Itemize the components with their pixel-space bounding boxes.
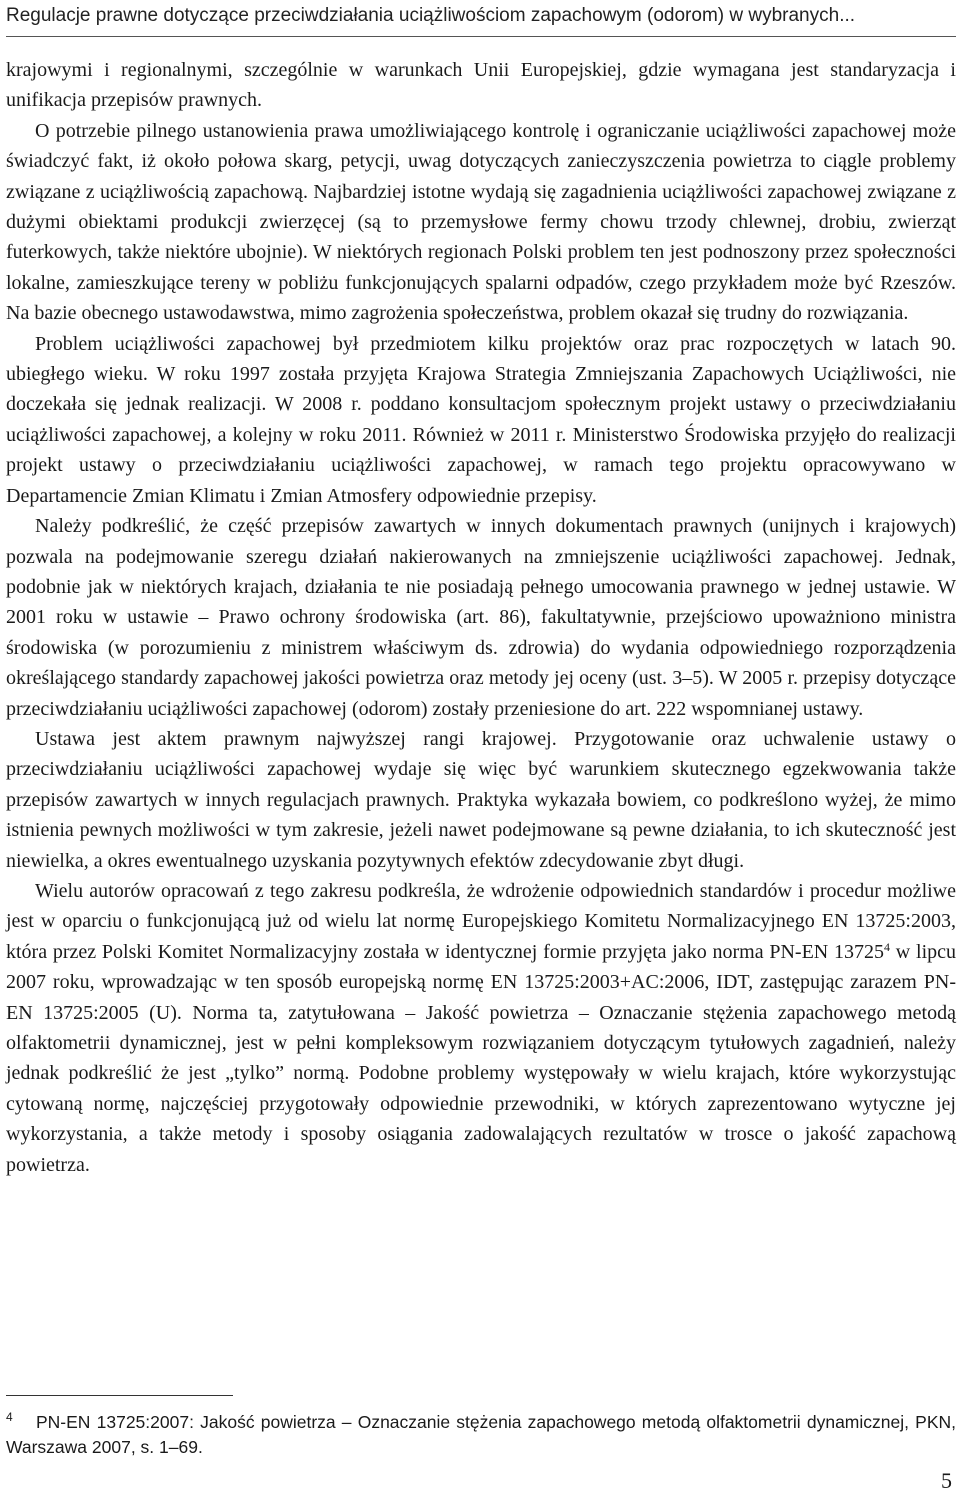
paragraph-continuation: krajowymi i regionalnymi, szczególnie w warunkach Unii Europejskiej, gdzie wymagana jest standaryzacja i unifikacja przepisów prawnych. [6,59,956,112]
document-page [6,0,956,1504]
paragraph: Problem uciążliwości zapachowej był przedmiotem kilku projektów oraz prac rozpoczętych w latach 90. ubiegłego wieku. W roku 1997 została przyjęta Krajowa Strategia Zmniejszania Zapachowych Uciążliwości, nie doczekała się jednak realizacji. W 2008 r. poddano konsultacjom społecznym projekt ustawy o przeciwdziałaniu uciążliwości zapachowej, a kolejny w roku 2011. Również w 2011 r. Ministerstwo Środowiska przyjęło do realizacji projekt ustawy o przeciwdziałaniu uciążliwości zapachowej, w ramach tego projektu opracowywano w Departamencie Zmian Klimatu i Zmian Atmosfery odpowiednie przepisy. [6,332,956,507]
footnote-rule [6,1395,233,1396]
paragraph: Ustawa jest aktem prawnym najwyższej rangi krajowej. Przygotowanie oraz uchwalenie ustawy o przeciwdziałaniu uciążliwości zapachowej wydaje się więc być warunkiem skutecznego egzekwowania także przepisów zawartych w innych regulacjach prawnych. Praktyka wykazała bowiem, co podkreślono wyżej, że mimo istnienia pewnych możliwości w tym zakresie, jeżeli nawet podejmowane są pewne działania, to ich skuteczność jest niewielka, a okres ewentualnego uzyskania pozytywnych efektów zdecydowanie zbyt długi. [6,727,956,872]
footnote-number: 4 [6,1410,13,1424]
paragraph: Należy podkreślić, że część przepisów zawartych w innych dokumentach prawnych (unijnych i krajowych) pozwala na podejmowanie szeregu działań nakierowanych na zmniejszenie uciążliwości zapachowej. Jednak, podobnie jak w niektórych krajach, działania te nie posiadają pełnego umocowania prawnego w jednej ustawie. W 2001 roku w ustawie – Prawo ochrony środowiska (art. 86), fakultatywnie, przejściowo upoważniono ministra środowiska (w porozumieniu z ministrem właściwym ds. zdrowia) do wydania odpowiedniego rozporządzenia określającego standardy zapachowej jakości powietrza oraz metody jej oceny (ust. 3–5). W 2005 r. przepisy dotyczące przeciwdziałaniu uciążliwości zapachowej (odorom) zostały przeniesione do art. 222 wspomnianej ustawy. [6,515,956,720]
body-text [6,55,956,1180]
footnote-number-wrapper [6,1410,36,1435]
paragraph [6,876,956,1180]
paragraph: O potrzebie pilnego ustanowienia prawa umożliwiającego kontrolę i ograniczanie uciążliwości zapachowej może świadczyć fakt, iż około połowa skarg, petycji, uwag dotyczących zanieczyszczenia powietrza to ciągle problemy związane z uciążliwością zapachową. Najbardziej istotne wydają się zagadnienia uciążliwości zapachowej związane z dużymi obiektami produkcji zwierzęcej (są to przemysłowe fermy chowu trzody chlewnej, drobiu, zwierząt futerkowych, także niektóre ubojnie). W niektórych regionach Polski problem ten jest podnoszony przez społeczności lokalne, zamieszkujące tereny w pobliżu funkcjonujących spalarni odpadów, czego przykładem może być Rzeszów. Na bazie obecnego ustawodawstwa, mimo zagrożenia społeczeństwa, problem okazał się trudny do rozwiązania. [6,119,956,325]
page-number: 5 [941,1468,952,1493]
paragraph-text: Wielu autorów opracowań z tego zakresu podkreśla, że wdrożenie odpowiednich standardów i procedur możliwe jest w oparciu o funkcjonującą już od wielu lat normę Europejskiego Komitetu Normalizacyjnego EN 13725:2003, która przez Polski Komitet Normalizacyjny została w identycznej formie przyjęta jako norma PN-EN 13725 [6,879,956,963]
running-header: Regulacje prawne dotyczące przeciwdziałania uciążliwościom zapachowym (odorom) w wybranych... [6,5,856,26]
footnote [6,1410,956,1460]
header-rule [6,36,956,37]
footnote-reference[interactable]: 4 [884,939,891,954]
paragraph-text: w lipcu 2007 roku, wprowadzając w ten sposób europejską normę EN 13725:2003+AC:2006, IDT, zastępując zarazem PN-EN 13725:2005 (U). Norma ta, zatytułowana – Jakość powietrza – Oznaczanie stężenia zapachowego metodą olfaktometrii dynamicznej, jest w pełni kompleksowym rozwiązaniem dotyczącym tytułowych zagadnień, należy jednak podkreślić że jest „tylko” normą. Podobne problemy występowały w wielu krajach, które wykorzystując cytowaną normę, najczęściej przygotowały odpowiednie przewodniki, w których zaprezentowano wytyczne jej wykorzystania, a także metody i sposoby osiągania zadowalających rezultatów w trosce o jakość zapachową powietrza. [6,940,956,1176]
footnote-text: PN-EN 13725:2007: Jakość powietrza – Oznaczanie stężenia zapachowego metodą olfaktometrii dynamicznej, PKN, Warszawa 2007, s. 1–69. [6,1412,956,1457]
